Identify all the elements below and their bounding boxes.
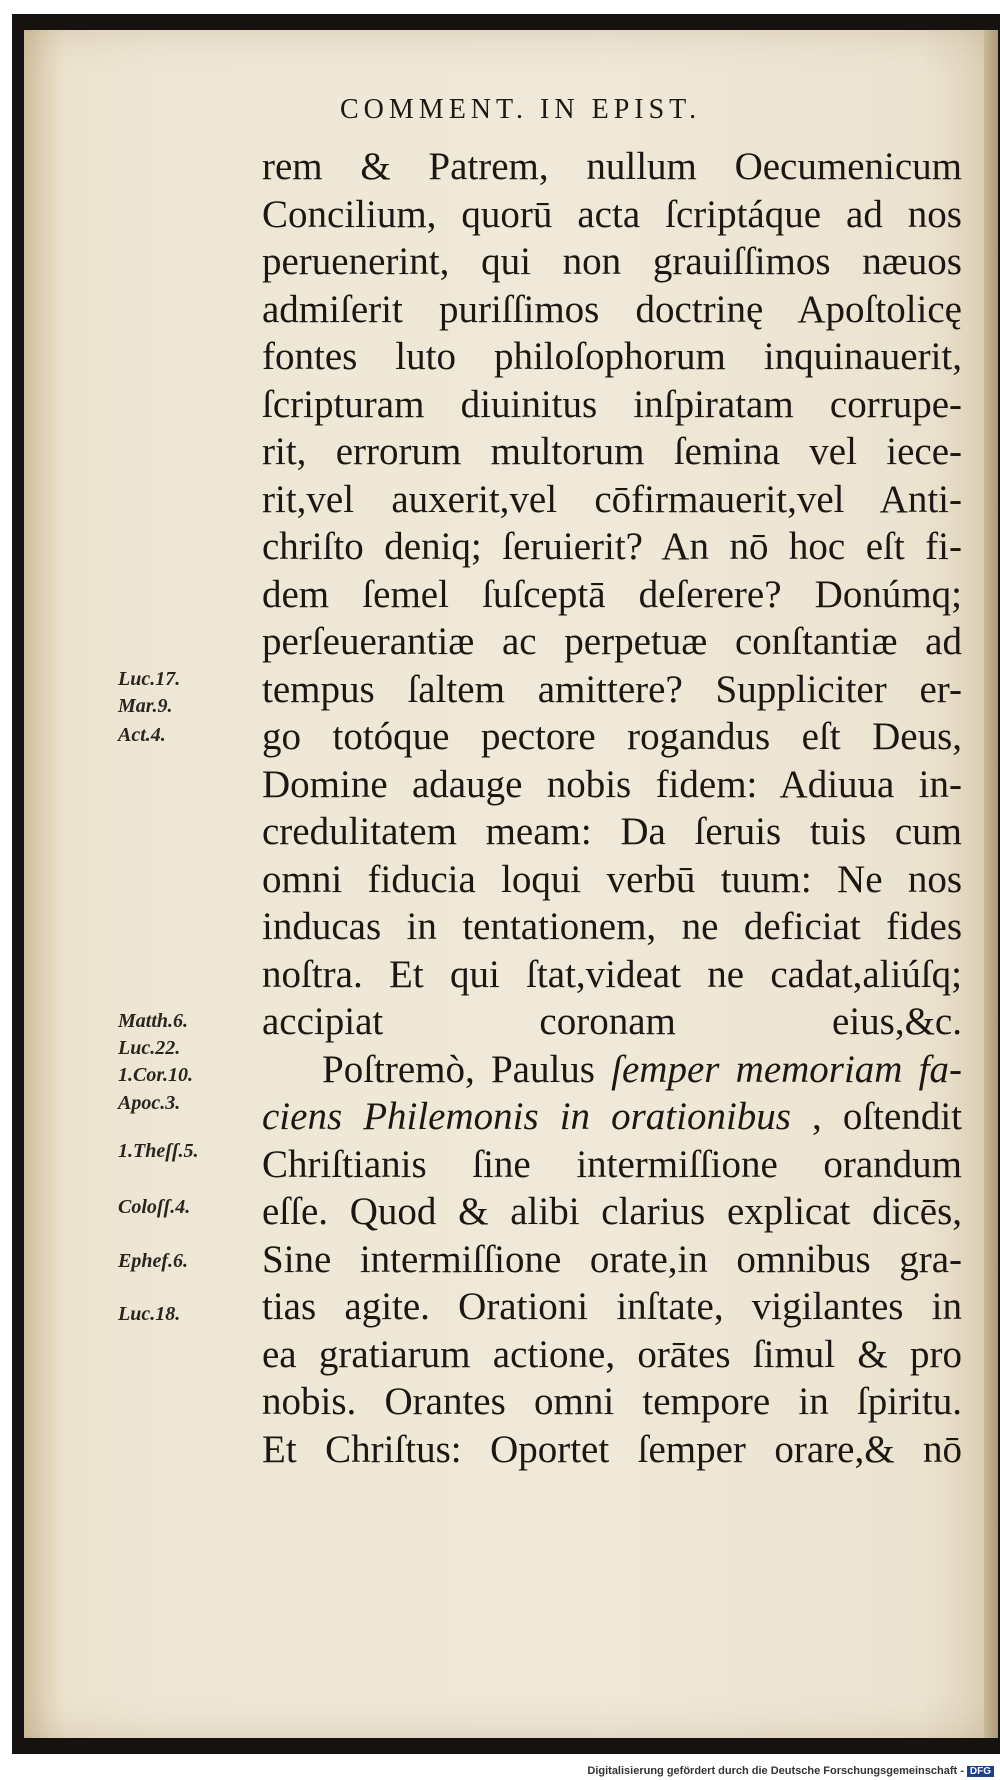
text-line <box>262 808 962 856</box>
page-edge <box>984 30 998 1738</box>
text-line <box>262 1426 962 1474</box>
text-segment: Poſtremò, Paulus <box>322 1047 612 1091</box>
text-segment: Sine intermiſſione orate,in omnibus gra- <box>262 1237 962 1281</box>
text-segment: tias agite. Orationi inſtate, vigilantes in <box>262 1285 962 1328</box>
text-line <box>262 1236 962 1284</box>
text-segment: Et Chriſtus: Oportet ſemper orare,& nō <box>262 1427 962 1471</box>
text-line <box>262 761 962 809</box>
text-line <box>262 1188 962 1236</box>
text-segment: tempus ſaltem amittere? Suppliciter er- <box>262 667 962 711</box>
text-line <box>262 523 962 571</box>
text-line <box>262 333 962 381</box>
text-line <box>262 713 962 761</box>
text-segment: ſcripturam diuinitus inſpiratam corrupe- <box>262 382 962 426</box>
text-segment: inducas in tentationem, ne deficiat fides <box>262 905 962 948</box>
text-line <box>262 1093 962 1141</box>
text-line <box>262 1283 962 1331</box>
text-line <box>262 856 962 904</box>
text-segment: fontes luto philoſophorum inquinauerit, <box>262 335 962 378</box>
text-line <box>262 1378 962 1426</box>
text-segment: perſeuerantiæ ac perpetuæ conſtantiæ ad <box>262 620 962 663</box>
margin-note-ephes-6: Ephef.6. <box>118 1250 188 1272</box>
text-line <box>262 381 962 429</box>
text-line <box>262 1046 962 1094</box>
text-line <box>262 571 962 619</box>
margin-note-luc-17: Luc.17. <box>118 668 181 690</box>
text-segment: omni fiducia loqui verbū tuum: Ne nos <box>262 857 962 901</box>
running-head: COMMENT. IN EPIST. <box>340 94 702 125</box>
text-segment: ea gratiarum actione, orātes ſimul & pro <box>262 1332 962 1376</box>
margin-note-1-cor-10: 1.Cor.10. <box>118 1064 194 1086</box>
text-segment: eſſe. Quod & alibi clarius explicat dicēs, <box>262 1190 962 1233</box>
text-line <box>262 618 962 666</box>
margin-note-matth-6: Matth.6. <box>118 1010 189 1032</box>
margin-note-luc-22: Luc.22. <box>118 1037 181 1059</box>
text-segment: go totóque pectore rogandus eſt Deus, <box>262 715 962 758</box>
text-segment: peruenerint, qui non grauiſſimos næuos <box>262 240 962 283</box>
text-segment: chriſto deniq; ſeruierit? An nō hoc eſt fi- <box>262 525 962 568</box>
text-segment: rem & Patrem, nullum Oecumenicum <box>262 145 962 188</box>
credit-text: Digitalisierung gefördert durch die Deutsche Forschungsgemeinschaft - <box>587 1765 964 1777</box>
text-segment: noſtra. Et qui ſtat,videat ne cadat,aliúſq; <box>262 952 962 996</box>
italic-segment: ſemper memoriam fa- <box>611 1047 962 1091</box>
text-segment: , oſtendit <box>790 1095 962 1138</box>
margin-note-1-thess-5: 1.Theſſ.5. <box>118 1140 199 1162</box>
text-line <box>262 1141 962 1189</box>
text-segment: Chriſtianis ſine intermiſſione orandum <box>262 1142 962 1186</box>
margin-note-act-4: Act.4. <box>118 724 166 746</box>
dfg-logo: DFG <box>967 1766 994 1777</box>
text-segment: dem ſemel ſuſceptā deſerere? Donúmq; <box>262 572 962 616</box>
margin-note-coloss-4: Coloſſ.4. <box>118 1196 191 1218</box>
text-segment: rit,vel auxerit,vel cōfirmauerit,vel Anti- <box>262 477 962 521</box>
margin-note-mar-9: Mar.9. <box>118 695 173 717</box>
text-line <box>262 951 962 999</box>
text-line <box>262 1331 962 1379</box>
text-line <box>262 143 962 191</box>
text-line <box>262 191 962 239</box>
text-line <box>262 998 962 1046</box>
text-segment: Concilium, quorū acta ſcriptáque ad nos <box>262 192 962 236</box>
text-line <box>262 666 962 714</box>
text-line <box>262 238 962 286</box>
text-line <box>262 476 962 524</box>
text-segment: admiſerit puriſſimos doctrinę Apoſtolicę <box>262 287 962 331</box>
text-line <box>262 428 962 476</box>
digitization-credit <box>587 1765 994 1777</box>
body-text <box>262 143 962 1473</box>
margin-note-luc-18: Luc.18. <box>118 1303 181 1325</box>
italic-segment: ciens Philemonis in orationibus <box>262 1095 791 1138</box>
margin-note-apoc-3: Apoc.3. <box>118 1092 181 1114</box>
text-segment: nobis. Orantes omni tempore in ſpiritu. <box>262 1380 962 1423</box>
text-segment: rit, errorum multorum ſemina vel iece- <box>262 430 962 473</box>
text-line <box>262 286 962 334</box>
text-segment: credulitatem meam: Da ſeruis tuis cum <box>262 810 962 853</box>
text-segment: accipiat coronam eius,&c. <box>262 1000 962 1043</box>
text-segment: Domine adauge nobis fidem: Adiuua in- <box>262 762 962 806</box>
text-line <box>262 903 962 951</box>
